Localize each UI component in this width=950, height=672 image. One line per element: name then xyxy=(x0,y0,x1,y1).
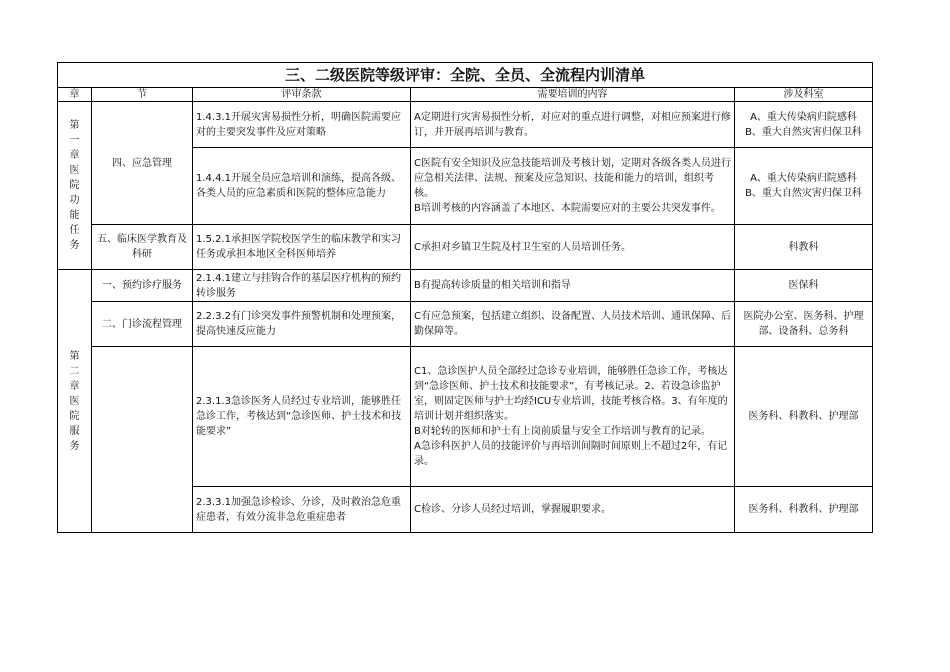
chapter-1-label: 第一章医院功能任务 xyxy=(69,120,80,251)
header-training-content: 需要培训的内容 xyxy=(411,88,735,102)
chapter-2-cell xyxy=(58,270,92,533)
header-clause: 评审条款 xyxy=(193,88,411,102)
header-chapter: 章 xyxy=(58,88,92,102)
content-cell xyxy=(411,302,735,347)
department-cell xyxy=(735,302,873,347)
section-emergency-cell: 四、应急管理 xyxy=(92,102,193,225)
chapter-1-cell xyxy=(58,102,92,270)
clause-cell: 2.3.3.1加强急诊检诊、分诊，及时救治急危重症患者，有效分流非急危重症患者 xyxy=(193,487,411,533)
department-line: 医院办公室、医务科、护理部、设备科、总务科 xyxy=(743,311,864,337)
clause-cell: 1.5.2.1承担医学院校医学生的临床教学和实习任务或承担本地区全科医师培养 xyxy=(193,225,411,270)
department-line: 医务科、科教科、护理部 xyxy=(748,504,859,515)
clause-cell: 1.4.4.1开展全员应急培训和演练，提高各级、各类人员的应急素质和医院的整体应急能力 xyxy=(193,148,411,225)
content-cell xyxy=(411,487,735,533)
clause-cell: 2.2.3.2有门诊突发事件预警机制和处理预案，提高快速反应能力 xyxy=(193,302,411,347)
content-cell xyxy=(411,347,735,487)
table-row xyxy=(58,225,873,270)
training-list-table xyxy=(57,62,873,533)
header-department: 涉及科室 xyxy=(735,88,873,102)
department-line: 科教科 xyxy=(788,241,819,253)
content-line: C有应急预案，包括建立组织、设备配置、人员技术培训、通讯保障、后勤保障等。 xyxy=(414,311,731,337)
content-line: A定期进行灾害易损性分析，对应对的重点进行调整，对相应预案进行修订，并开展再培训与教育。 xyxy=(414,111,731,138)
header-row xyxy=(58,88,873,102)
table-row xyxy=(58,302,873,347)
section-outpatient-cell: 二、门诊流程管理 xyxy=(92,302,193,347)
department-cell xyxy=(735,102,873,148)
section-education-cell: 五、临床医学教育及科研 xyxy=(92,225,193,270)
content-line: B培训考核的内容涵盖了本地区、本院需要应对的主要公共突发事件。 xyxy=(414,203,721,214)
header-section: 节 xyxy=(92,88,193,102)
department-line: B、重大自然灾害归保卫科 xyxy=(745,126,862,138)
section-blank-cell xyxy=(92,347,193,533)
clause-cell: 2.3.1.3急诊医务人员经过专业培训，能够胜任急诊工作，考核达到“急诊医师、护士技术和技能要求” xyxy=(193,347,411,487)
department-cell xyxy=(735,225,873,270)
content-line: C1、急诊医护人员全部经过急诊专业培训，能够胜任急诊工作，考核达到“急诊医师、护士技术和技能要求”，有考核记录。2、若设急诊监护室，则固定医师与护士均经ICU专业培训，技能考核合格。3、有年度的培训计划并组织落实。 xyxy=(414,366,728,422)
content-cell xyxy=(411,148,735,225)
department-cell xyxy=(735,270,873,302)
content-line: C检诊、分诊人员经过培训，掌握履职要求。 xyxy=(414,504,611,515)
department-line: 医务科、科教科、护理部 xyxy=(748,411,859,422)
clause-cell: 2.1.4.1建立与挂钩合作的基层医疗机构的预约转诊服务 xyxy=(193,270,411,302)
department-cell xyxy=(735,148,873,225)
department-cell xyxy=(735,347,873,487)
department-line: B、重大自然灾害归保卫科 xyxy=(745,188,862,199)
section-booking-cell: 一、预约诊疗服务 xyxy=(92,270,193,302)
chapter-2-label: 第二章医院服务 xyxy=(69,350,80,452)
content-cell xyxy=(411,102,735,148)
content-cell xyxy=(411,270,735,302)
content-line: B有提高转诊质量的相关培训和指导 xyxy=(414,280,571,291)
table-row xyxy=(58,102,873,148)
department-line: A、重大传染病归院感科 xyxy=(750,173,857,184)
clause-cell: 1.4.3.1开展灾害易损性分析，明确医院需要应对的主要突发事件及应对策略 xyxy=(193,102,411,148)
content-cell xyxy=(411,225,735,270)
content-line: C医院有安全知识及应急技能培训及考核计划，定期对各级各类人员进行应急相关法律、法规、预案及应急知识、技能和能力的培训，组织考核。 xyxy=(414,158,731,199)
table-title: 三、二级医院等级评审：全院、全员、全流程内训清单 xyxy=(58,63,873,88)
content-line: A急诊科医护人员的技能评价与再培训间隔时间原则上不超过2年，有记录。 xyxy=(414,441,728,467)
content-line: C承担对乡镇卫生院及村卫生室的人员培训任务。 xyxy=(414,241,631,253)
department-line: 医保科 xyxy=(788,280,819,291)
table-row xyxy=(58,270,873,302)
content-line: B对轮转的医师和护士有上岗前质量与安全工作培训与教育的记录。 xyxy=(414,426,711,437)
department-line: A、重大传染病归院感科 xyxy=(750,111,857,123)
department-cell xyxy=(735,487,873,533)
table-row xyxy=(58,347,873,487)
